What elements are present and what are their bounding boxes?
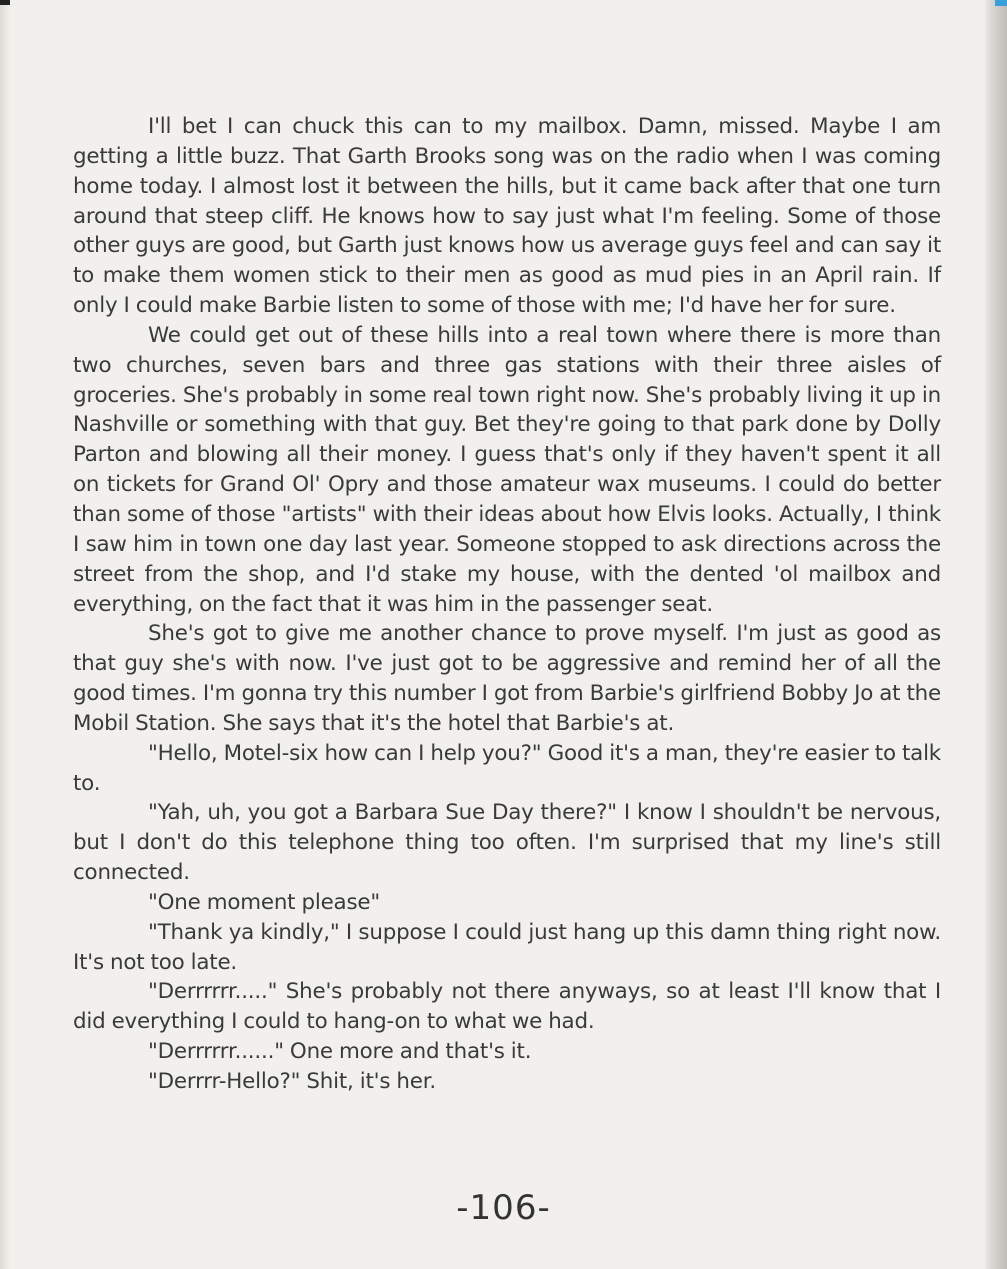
paragraph-9: "Derrrrrr......" One more and that's it.: [148, 1039, 532, 1065]
paragraph-3: She's got to give me another chance to prove myself. I'm just as good as that guy she's with now. I've just got to be aggressive and remind her of all the good times. I'm gonna try this number I got from Barbie's girlfriend Bobby Jo at the Mobil Station. She says that it's the hotel that Barbie's at.: [73, 621, 941, 736]
paragraph-10: "Derrrr-Hello?" Shit, it's her.: [148, 1069, 436, 1094]
paragraph-1: I'll bet I can chuck this can to my mailbox. Damn, missed. Maybe I am getting a little buzz. That Garth Brooks song was on the radio when I was coming home today. I almost lost it between the hills, but it came back after that one turn around that steep cliff. He knows how to say just what I'm feeling. Some of those other guys are good, but Garth just knows how us average guys feel and can say it to make them women stick to their men as good as mud pies in an April rain. If only I could make Barbie listen to some of those with me; I'd have her for sure.: [73, 114, 941, 319]
scan-mark-top-right: [995, 0, 1007, 6]
page-number: -106-: [456, 1188, 551, 1228]
paragraph-7: "Thank ya kindly," I suppose I could just hang up this damn thing right now. It's not too late.: [73, 919, 941, 975]
paragraph-5: "Yah, uh, you got a Barbara Sue Day there?" I know I shouldn't be nervous, but I don't do this telephone thing too often. I'm surprised that my line's still connected.: [73, 800, 941, 886]
paragraph-8: "Derrrrrr....." She's probably not there anyways, so at least I'll know that I did everything I could to hang-on to what we had.: [73, 979, 941, 1035]
paragraph-4: "Hello, Motel-six how can I help you?" Good it's a man, they're easier to talk to.: [73, 740, 941, 796]
story-body: [73, 112, 941, 1097]
scan-shadow-left: [0, 0, 10, 1269]
scan-mark-top-left: [0, 0, 10, 5]
paragraph-6: "One moment please": [148, 889, 380, 915]
paragraph-2: We could get out of these hills into a real town where there is more than two churches, seven bars and three gas stations with their three aisles of groceries. She's probably in some real town right now. She's probably living it up in Nashville or something with that guy. Bet they're going to that park done by Dolly Parton and blowing all their money. I guess that's only if they haven't spent it all on tickets for Grand Ol' Opry and those amateur wax museums. I could do better than some of those "artists" with their ideas about how Elvis looks. Actually, I think I saw him in town one day last year. Someone stopped to ask directions across the street from the shop, and I'd stake my house, with the dented 'ol mailbox and everything, on the fact that it was him in the passenger seat.: [73, 322, 941, 617]
scan-shadow-right: [985, 0, 1007, 1269]
